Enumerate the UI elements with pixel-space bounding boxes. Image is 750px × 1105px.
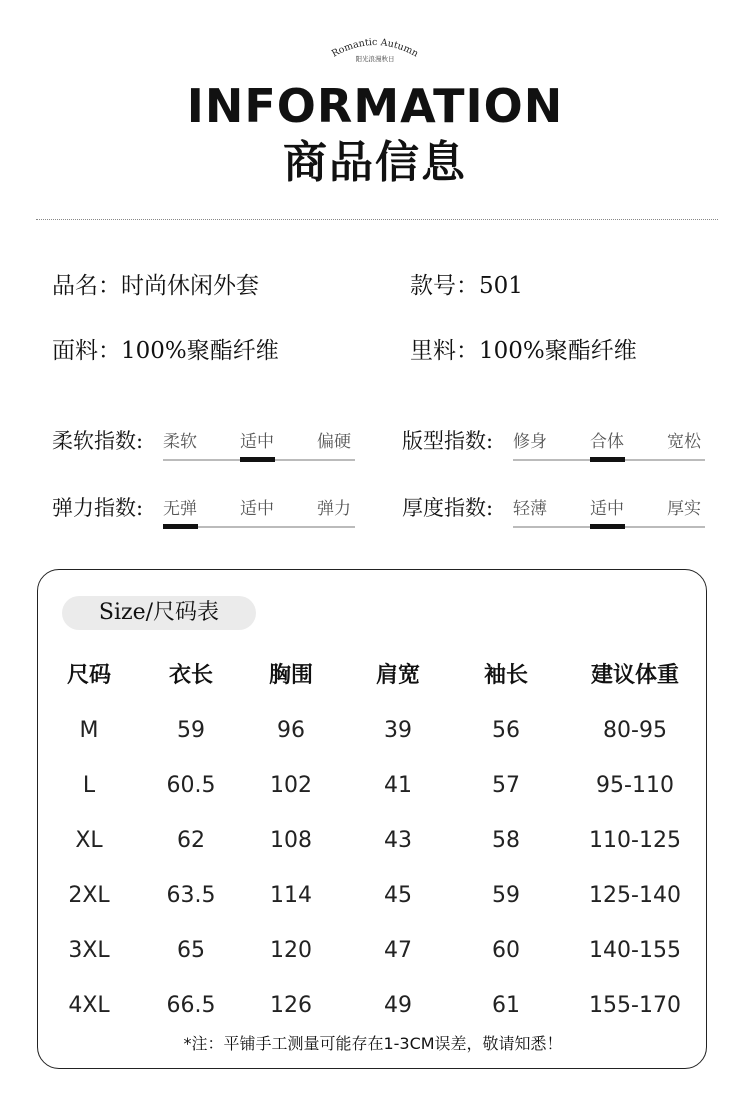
table-cell: 2XL	[68, 883, 110, 908]
table-cell: 66.5	[166, 993, 216, 1018]
logo-sub-text: 阳光浪漫秋日	[355, 55, 395, 63]
index-label: 弹力指数:	[52, 496, 144, 520]
table-header: 衣长	[168, 663, 213, 688]
product-name	[52, 271, 259, 301]
table-header: 胸围	[268, 663, 313, 688]
table-cell: 114	[270, 883, 312, 908]
table-cell: 59	[177, 718, 205, 743]
index-option: 弹力	[317, 499, 351, 519]
table-cell: 120	[270, 938, 312, 963]
size-chart-title: Size/尺码表	[62, 596, 256, 630]
table-cell: 45	[384, 883, 412, 908]
logo-arc-text: Romantic Autumn	[329, 36, 421, 60]
table-cell: 96	[277, 718, 305, 743]
index-label: 版型指数:	[402, 429, 494, 453]
index-option: 修身	[513, 432, 547, 452]
product-code-label: 款号：	[410, 273, 479, 299]
index-option: 无弹	[163, 499, 197, 519]
index-option: 柔软	[163, 432, 197, 452]
table-cell: 4XL	[68, 993, 110, 1018]
index-label: 柔软指数:	[52, 429, 144, 453]
fabric-value: 100%聚酯纤维	[121, 338, 279, 364]
lining-info	[410, 336, 637, 366]
product-name-value: 时尚休闲外套	[121, 273, 259, 299]
table-header: 肩宽	[375, 663, 420, 688]
table-header: 建议体重	[590, 663, 679, 688]
table-cell: 61	[492, 993, 520, 1018]
fabric-label: 面料：	[52, 338, 121, 364]
lining-label: 里料：	[410, 338, 479, 364]
table-cell: 155-170	[589, 993, 681, 1018]
table-cell: 110-125	[589, 828, 681, 853]
table-header: 尺码	[66, 663, 111, 688]
index-option: 适中	[240, 499, 274, 519]
table-cell: 62	[177, 828, 205, 853]
fabric-info	[52, 336, 279, 366]
table-cell: 108	[270, 828, 312, 853]
softness-index	[52, 427, 358, 487]
index-selected-marker	[163, 524, 198, 529]
table-cell: 125-140	[589, 883, 681, 908]
product-name-label: 品名：	[52, 273, 121, 299]
table-cell: 49	[384, 993, 412, 1018]
index-label: 厚度指数:	[402, 496, 494, 520]
elasticity-index	[52, 494, 358, 554]
table-cell: 3XL	[68, 938, 110, 963]
product-code-value: 501	[479, 273, 523, 299]
index-selected-marker	[590, 457, 625, 462]
thickness-index	[402, 494, 708, 554]
table-cell: 65	[177, 938, 205, 963]
table-cell: 63.5	[166, 883, 216, 908]
table-cell: 39	[384, 718, 412, 743]
fit-index	[402, 427, 708, 487]
table-cell: XL	[75, 828, 103, 853]
product-code	[410, 271, 523, 301]
table-cell: 80-95	[603, 718, 667, 743]
table-cell: 60	[492, 938, 520, 963]
index-selected-marker	[240, 457, 275, 462]
index-option: 适中	[240, 432, 274, 452]
dotted-divider	[36, 219, 718, 220]
brand-logo	[0, 34, 750, 70]
table-cell: 59	[492, 883, 520, 908]
table-cell: 95-110	[596, 773, 674, 798]
table-cell: M	[79, 718, 99, 743]
index-option: 偏硬	[317, 432, 351, 452]
size-chart-card	[37, 569, 707, 1069]
page-title-en: INFORMATION	[186, 79, 564, 133]
lining-value: 100%聚酯纤维	[479, 338, 637, 364]
index-selected-marker	[590, 524, 625, 529]
table-cell: 43	[384, 828, 412, 853]
table-cell: 102	[270, 773, 312, 798]
index-option: 厚实	[667, 499, 701, 519]
table-cell: L	[82, 773, 96, 798]
table-cell: 56	[492, 718, 520, 743]
table-cell: 126	[270, 993, 312, 1018]
index-option: 适中	[590, 499, 624, 519]
measurement-note: *注：平铺手工测量可能存在1-3CM误差，敬请知悉！	[183, 1034, 563, 1053]
table-header: 袖长	[483, 663, 528, 688]
table-cell: 57	[492, 773, 520, 798]
table-cell: 140-155	[589, 938, 681, 963]
index-option: 合体	[590, 432, 624, 452]
index-option: 轻薄	[513, 499, 547, 519]
page-title-cn: 商品信息	[283, 137, 467, 188]
table-cell: 60.5	[166, 773, 216, 798]
table-cell: 41	[384, 773, 412, 798]
brand-logo-graphic	[315, 34, 435, 70]
index-option: 宽松	[667, 432, 701, 452]
table-cell: 58	[492, 828, 520, 853]
table-cell: 47	[384, 938, 412, 963]
